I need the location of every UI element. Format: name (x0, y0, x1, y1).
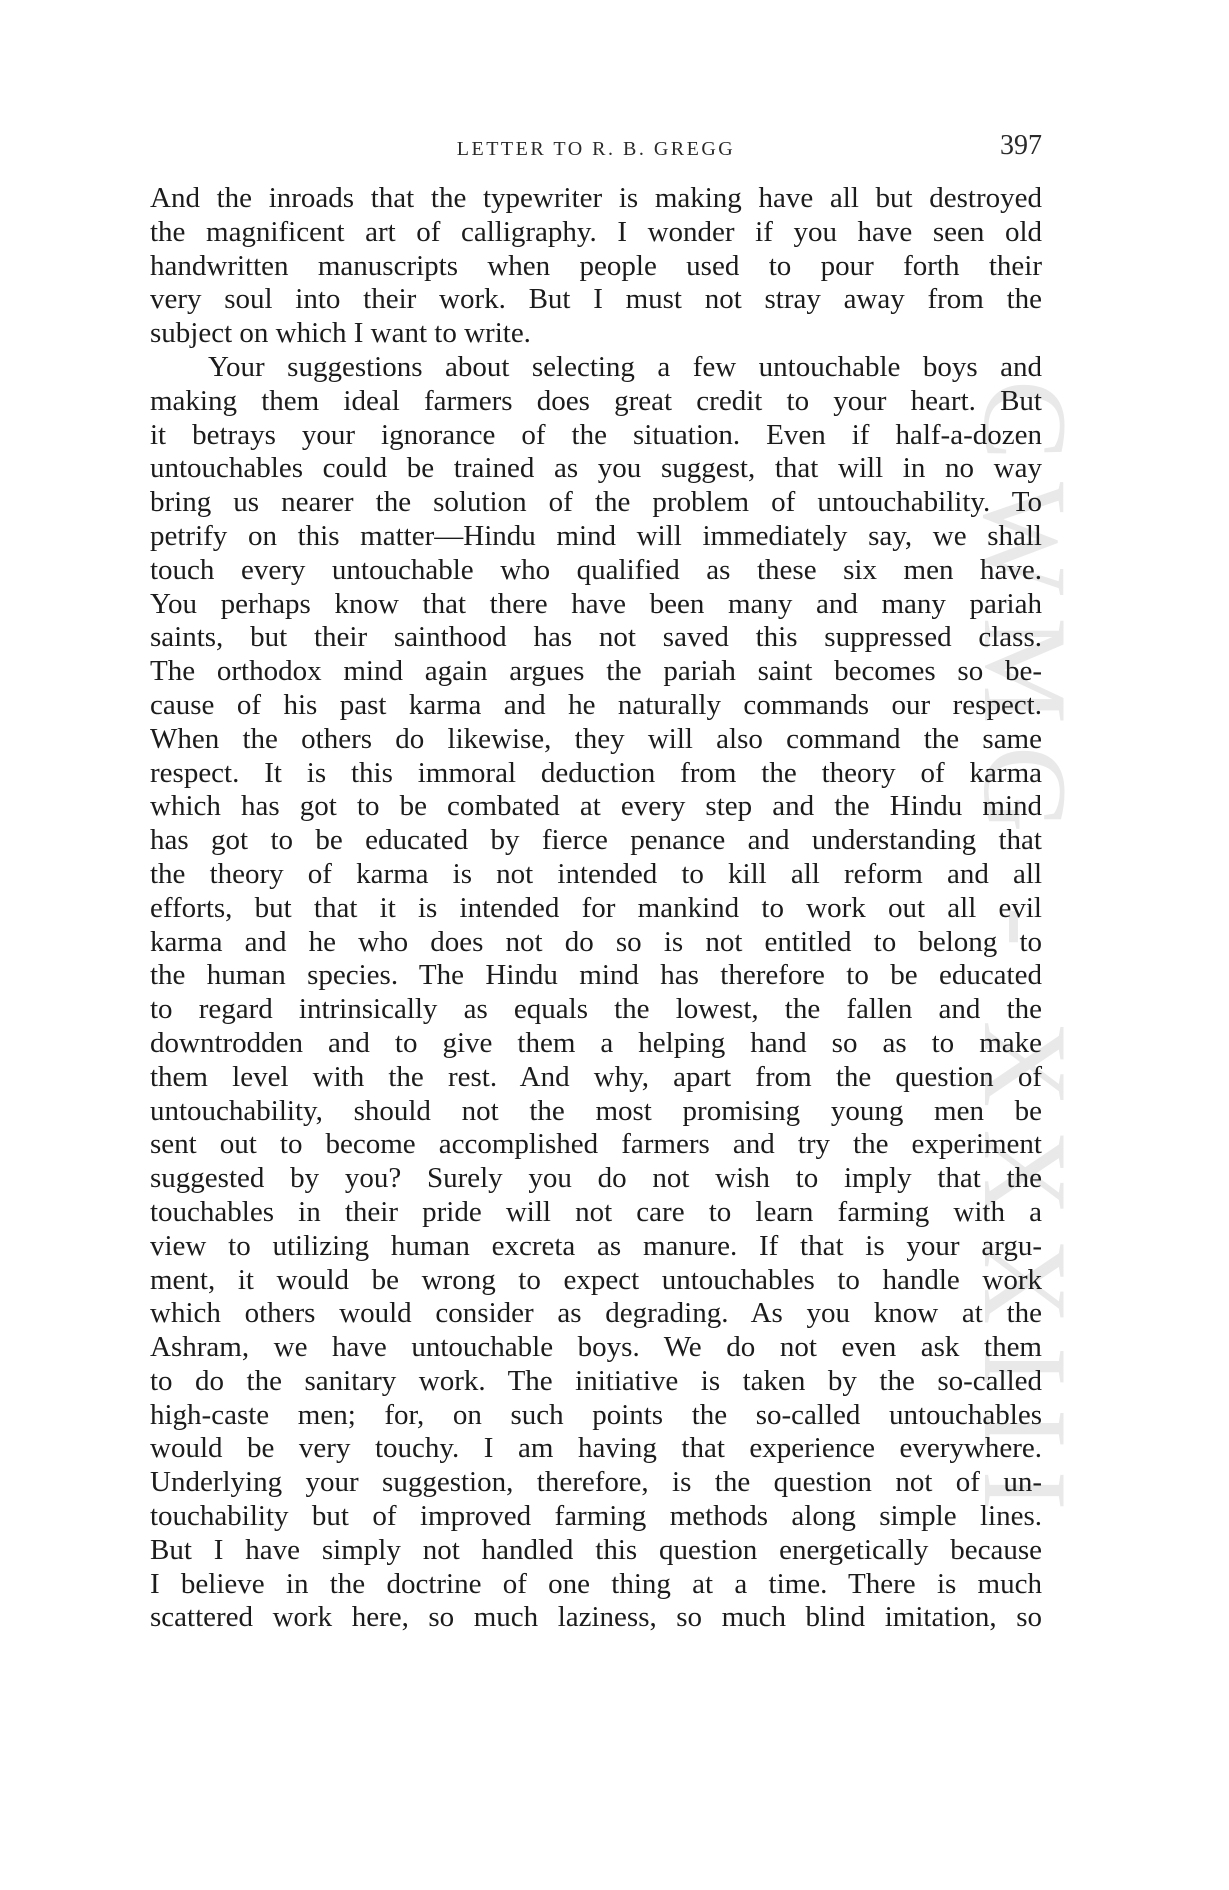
text-line: And the inroads that the typewriter is making have all but destroyed (150, 182, 1042, 214)
text-line: saints, but their sainthood has not saved this suppressed class. (150, 621, 1042, 654)
text-line: I believe in the doctrine of one thing at a time. There is much (150, 1567, 1042, 1600)
text-line: untouchables could be trained as you suggest, that will in no way (150, 452, 1042, 485)
text-line: respect. It is this immoral deduction from the theory of karma (150, 756, 1042, 789)
text-line: the human species. The Hindu mind has therefore to be educated (150, 959, 1042, 992)
text-line: petrify on this matter—Hindu mind will immediately say, we shall (150, 519, 1042, 552)
watermark-text: CWMG - XXXIII (959, 380, 1092, 1533)
text-line: Underlying your suggestion, therefore, is the question not of un- (150, 1466, 1042, 1499)
text-line: the magnificent art of calligraphy. I wonder if you have seen old (150, 215, 1042, 248)
text-line: very soul into their work. But I must not stray away from the (150, 283, 1042, 316)
text-line: ment, it would be wrong to expect untouchables to handle work (150, 1263, 1042, 1296)
text-line: subject on which I want to write. (150, 317, 531, 350)
text-line: touchables in their pride will not care to learn farming with a (150, 1195, 1042, 1228)
text-line: to do the sanitary work. The initiative is taken by the so-called (150, 1364, 1042, 1397)
text-line: cause of his past karma and he naturally commands our respect. (150, 688, 1042, 721)
text-line: the theory of karma is not intended to kill all reform and all (150, 857, 1042, 890)
text-line: Your suggestions about selecting a few untouchable boys and (208, 350, 1042, 383)
text-line: suggested by you? Surely you do not wish to imply that the (150, 1162, 1042, 1195)
text-line: bring us nearer the solution of the problem of untouchability. To (150, 486, 1042, 519)
text-line: But I have simply not handled this question energetically because (150, 1533, 1042, 1566)
text-line: high-caste men; for, on such points the so-called untouchables (150, 1398, 1042, 1431)
text-line: would be very touchy. I am having that experience everywhere. (150, 1432, 1042, 1465)
paragraph (150, 351, 1042, 1635)
text-line: scattered work here, so much laziness, so much blind imitation, so (150, 1601, 1042, 1634)
text-line: The orthodox mind again argues the pariah saint becomes so be- (150, 655, 1042, 688)
text-line: which has got to be combated at every step and the Hindu mind (150, 790, 1042, 823)
text-line: which others would consider as degrading. As you know at the (150, 1297, 1042, 1330)
page-number: 397 (1000, 130, 1042, 161)
paragraph (150, 182, 1042, 351)
text-line: sent out to become accomplished farmers and try the experiment (150, 1128, 1042, 1161)
text-line: When the others do likewise, they will also command the same (150, 722, 1042, 755)
text-line: You perhaps know that there have been many and many pariah (150, 587, 1042, 620)
body-text (150, 182, 1042, 1635)
text-line: untouchability, should not the most promising young men be (150, 1094, 1042, 1127)
text-line: touch every untouchable who qualified as these six men have. (150, 553, 1042, 586)
text-line: Ashram, we have untouchable boys. We do not even ask them (150, 1331, 1042, 1364)
text-line: to regard intrinsically as equals the lowest, the fallen and the (150, 993, 1042, 1026)
text-line: it betrays your ignorance of the situation. Even if half-a-dozen (150, 418, 1042, 451)
text-line: karma and he who does not do so is not entitled to belong to (150, 925, 1042, 958)
text-line: efforts, but that it is intended for mankind to work out all evil (150, 891, 1042, 924)
text-line: making them ideal farmers does great credit to your heart. But (150, 384, 1042, 417)
running-head: LETTER TO R. B. GREGG (456, 138, 736, 160)
text-line: has got to be educated by fierce penance and understanding that (150, 824, 1042, 857)
page-header (150, 130, 1042, 170)
text-line: touchability but of improved farming methods along simple lines. (150, 1500, 1042, 1533)
text-line: them level with the rest. And why, apart from the question of (150, 1060, 1042, 1093)
text-line: view to utilizing human excreta as manure. If that is your argu- (150, 1229, 1042, 1262)
text-line: handwritten manuscripts when people used to pour forth their (150, 249, 1042, 282)
text-line: downtrodden and to give them a helping hand so as to make (150, 1026, 1042, 1059)
